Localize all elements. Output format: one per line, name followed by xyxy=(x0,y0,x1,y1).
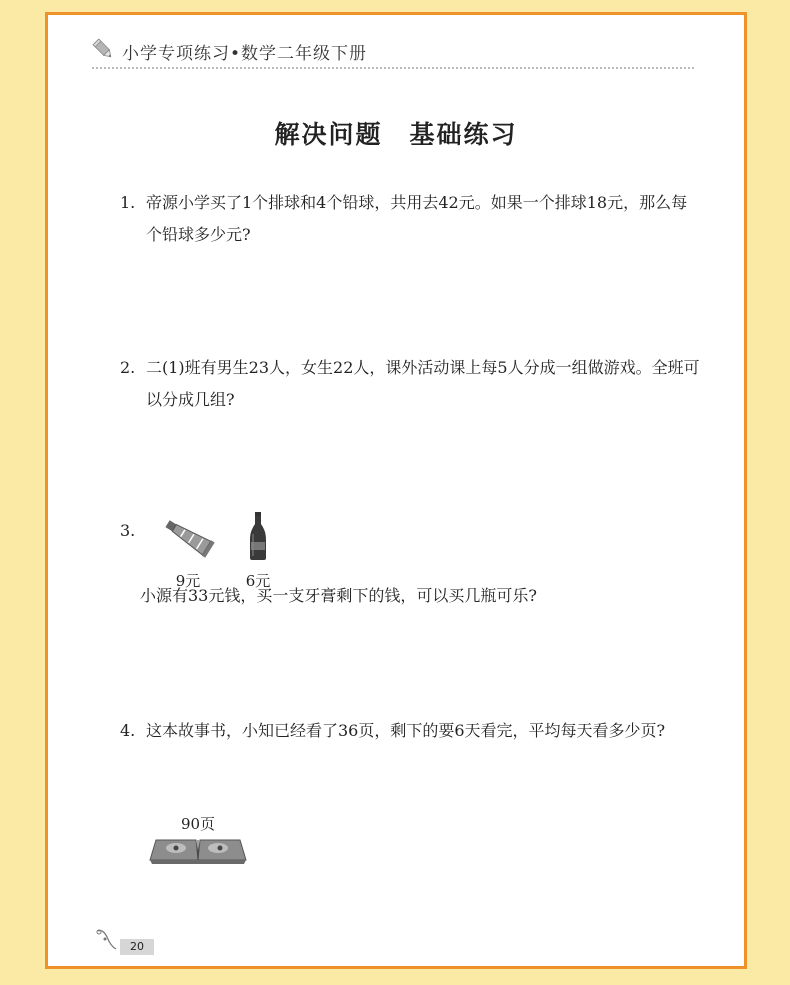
storybook-figure xyxy=(148,813,248,870)
toothpaste-price: 9元 xyxy=(175,572,201,590)
book-page-label: 90页 xyxy=(180,815,216,833)
page-number-box: 20 xyxy=(120,939,154,955)
cola-bottle-icon xyxy=(248,546,268,564)
toothpaste-icon xyxy=(160,546,216,564)
question-number: 1. xyxy=(120,193,136,212)
question-text: 帝源小学买了1个排球和4个铅球，共用去42元。如果一个排球18元，那么每个铅球多少元? xyxy=(146,193,688,244)
page-header xyxy=(92,37,367,65)
cola-price: 6元 xyxy=(245,572,271,590)
worksheet-page xyxy=(45,12,747,969)
question-text: 这本故事书，小知已经看了36页，剩下的要6天看完，平均每天看多少页? xyxy=(146,721,666,740)
question-text: 二(1)班有男生23人，女生22人，课外活动课上每5人分成一组做游戏。全班可以分成几组? xyxy=(146,358,700,409)
question-number: 3. xyxy=(120,521,136,540)
toothpaste-item xyxy=(158,520,218,591)
open-book-icon xyxy=(148,851,248,870)
question-text: 小源有33元钱，买一支牙膏剩下的钱，可以买几瓶可乐? xyxy=(140,586,537,605)
page-title: 解决问题 基础练习 xyxy=(274,120,518,149)
cola-item xyxy=(238,512,278,591)
question-2 xyxy=(120,352,700,416)
header-title: 小学专项练习•数学二年级下册 xyxy=(122,43,368,64)
page-number xyxy=(96,927,154,955)
question-1 xyxy=(120,187,700,251)
question-4 xyxy=(120,715,700,747)
question-number: 4. xyxy=(120,721,136,740)
header-divider xyxy=(92,67,694,69)
pencil-icon xyxy=(92,37,114,65)
question-number: 2. xyxy=(120,358,136,377)
swirl-icon xyxy=(96,927,118,955)
